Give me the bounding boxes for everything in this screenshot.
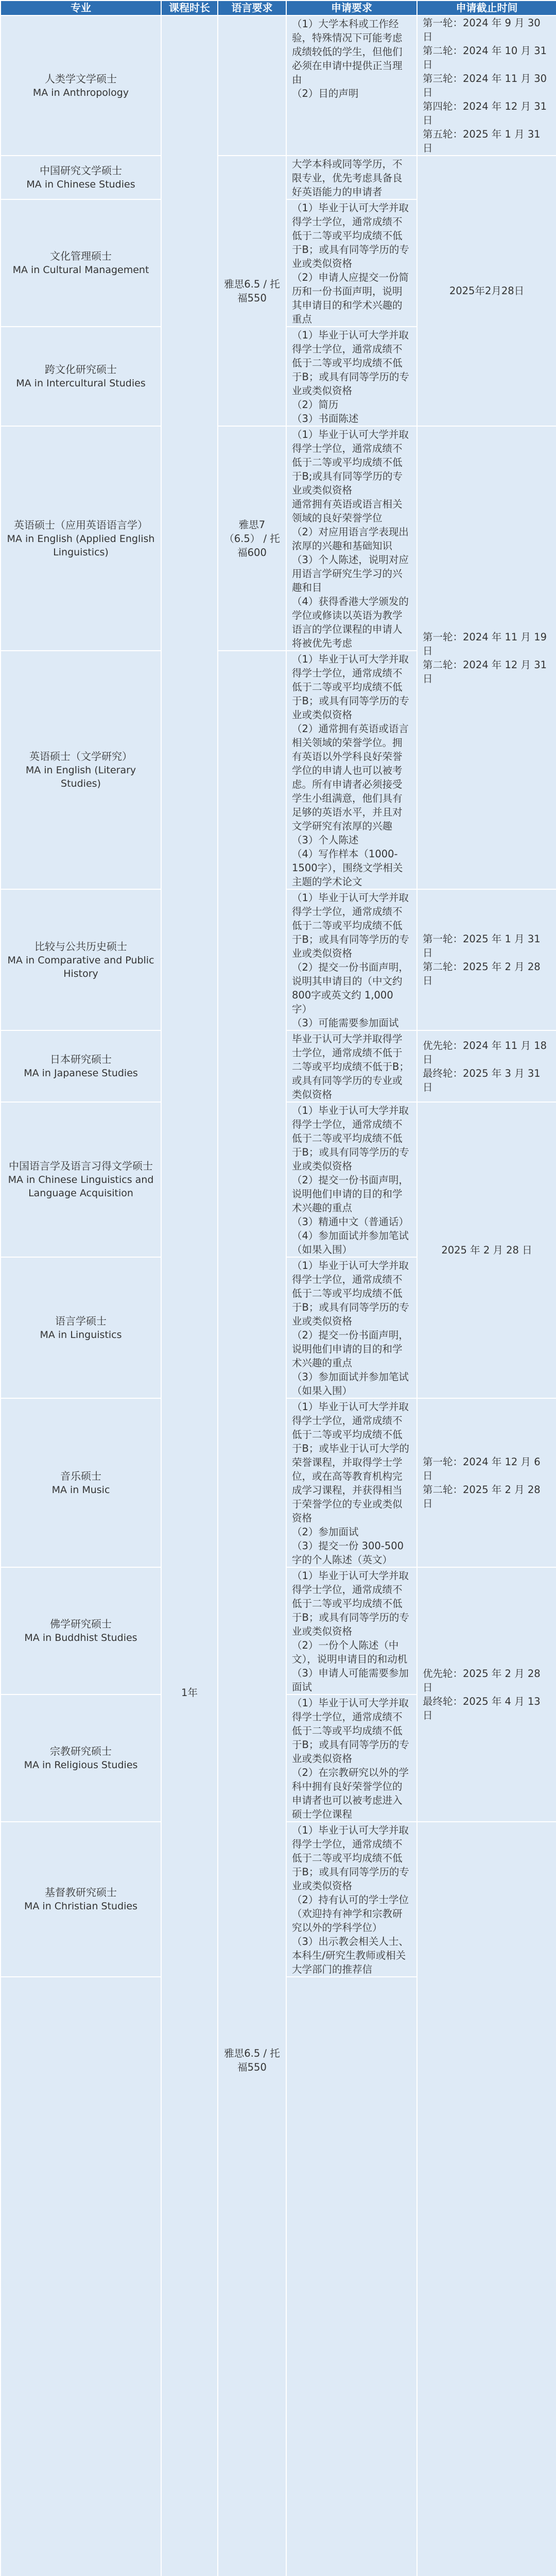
program-cell (1, 1822, 161, 1977)
requirements-cell (286, 651, 417, 889)
requirements-text: （1）毕业于认可大学并取得学士学位，通常成绩不低于二等或平均成绩不低于B;或具有同等学历的专业或类似资格 通常拥有英语或语言相关领域的良好荣誉学位 （2）对应用语言学表现出浓厚的兴趣和基础知识 （3）个人陈述，说明对应用语言学研究生学习的兴趣和目 （4）获得香港大学颁发的学位或修读以英语为教学语言的学位课程的申请人将被优先考虑 (292, 429, 409, 649)
deadline-cell (417, 15, 556, 156)
deadline-text: 第一轮：2024 年 11 月 19 日 第二轮：2024 年 12 月 31 日 (423, 631, 547, 685)
program-name-zh: 日本研究硕士 (50, 1053, 112, 1065)
deadline-cell (417, 1398, 556, 1567)
language-cell: 雅思6.5 / 托福550 (218, 651, 286, 2576)
program-name-zh: 基督教研究硕士 (45, 1886, 117, 1899)
program-name-en: MA in Comparative and Public History (7, 954, 154, 979)
requirements-cell (286, 15, 417, 156)
program-name-zh: 中国语言学及语言习得文学硕士 (9, 1160, 153, 1172)
program-name-zh: 佛学研究硕士 (50, 1618, 112, 1630)
program-cell (1, 1977, 161, 2576)
deadline-text: 第一轮：2025 年 1 月 31 日 第二轮：2025 年 2 月 28 日 (423, 933, 541, 987)
program-cell (1, 1257, 161, 1398)
duration-cell: 1年 (161, 15, 218, 2576)
program-cell (1, 426, 161, 651)
program-cell (1, 1694, 161, 1822)
deadline-cell (417, 1102, 556, 1398)
duration-cell (286, 1977, 417, 2576)
requirements-text: 毕业于认可大学并取得学士学位，通常成绩不低于二等或平均成绩不低于B；或具有同等学历的专业或类似资格 (292, 1033, 409, 1100)
requirements-cell (286, 1102, 417, 1257)
program-name-zh: 英语硕士（应用英语语言学） (14, 518, 148, 531)
language-cell: 雅思7（6.5） / 托福600 (218, 426, 286, 651)
table-row (1, 15, 556, 156)
program-cell (1, 889, 161, 1030)
requirements-cell (286, 1398, 417, 1567)
requirements-text: （1）毕业于认可大学并取得学士学位，通常成绩不低于二等或平均成绩不低于B；或具有同等学历的专业或类似资格 （2）提交一份书面声明，说明他们申请的目的和学术兴趣的重点 （3）参加面试并参加笔试（如果入围） (292, 1260, 409, 1397)
requirements-text: （1）毕业于认可大学并取得学士学位，通常成绩不低于二等或平均成绩不低于B；或毕业于认可大学的荣誉课程，并取得学士学位，或在高等教育机构完成学习课程，并获得相当于荣誉学位的专业或类似资格 （2）参加面试 （3）提交一份 300-500 字的个人陈述（英文） (292, 1401, 409, 1566)
language-cell: 雅思6.5 / 托福550 (218, 156, 286, 426)
program-name-en: MA in Christian Studies (24, 1901, 138, 1912)
requirements-cell (286, 1694, 417, 1822)
header-program: 专业 (1, 1, 161, 15)
deadline-cell (417, 156, 556, 426)
deadline-cell (417, 1030, 556, 1102)
requirements-cell (286, 1030, 417, 1102)
program-name-en: MA in Japanese Studies (24, 1067, 138, 1079)
requirements-text: （1）大学本科或工作经验，特殊情况下可能考虑成绩较低的学生，但他们必须在申请中提供正当理由 （2）目的声明 (292, 18, 403, 99)
program-cell (1, 199, 161, 327)
requirements-text: （1）毕业于认可大学并取得学士学位，通常成绩不低于二等或平均成绩不低于B；或具有同等学历的专业或类似资格 （2）一份个人陈述（中文），说明申请目的和动机 （3）申请人可能需要参加面试 (292, 1570, 409, 1693)
program-cell (1, 1567, 161, 1694)
program-cell (1, 1398, 161, 1567)
requirements-text: （1）毕业于认可大学并取得学士学位，通常成绩不低于二等或平均成绩不低于B；或具有同等学历的专业或类似资格 （2）提交一份书面声明，说明其申请目的（中文约 800字或英文约 1,000 字） （3）可能需要参加面试 (292, 892, 409, 1029)
requirements-text: （1）毕业于认可大学并取得学士学位，通常成绩不低于二等或平均成绩不低于B；或具有同等学历的专业或类似资格 （2）通常拥有英语或语言相关领域的荣誉学位。拥有英语以外学科良好荣誉学位的申请人也可以被考虑。所有申请者必须接受学生小组满意，他们具有足够的英语水平，并且对文学研究有浓厚的兴趣 （3）个人陈述 （4）写作样本（1000-1500字），围绕文学相关主题的学术论文 (292, 653, 409, 888)
program-name-zh: 人类学文学硕士 (45, 72, 117, 85)
deadline-text: 优先轮：2025 年 2 月 28 日 最终轮：2025 年 4 月 13 日 (423, 1668, 541, 1721)
header-duration: 课程时长 (161, 1, 218, 15)
header-deadline: 申请截止时间 (417, 1, 556, 15)
requirements-cell (286, 1567, 417, 1694)
deadline-text: 2025 年 2 月 28 日 (441, 1244, 532, 1256)
requirements-text: 大学本科或同等学历，不限专业，优先考虑具备良好英语能力的申请者 (292, 158, 403, 198)
requirements-text: （1）毕业于认可大学并取得学士学位，通常成绩不低于二等或平均成绩不低于B；或具有同等学历的专业或类似资格 （2）简历 （3）书面陈述 (292, 329, 409, 425)
requirements-text: （1）毕业于认可大学并取得学士学位，通常成绩不低于二等或平均成绩不低于B；或具有同等学历的专业或类似资格 （2）提交一份书面声明，说明他们申请的目的和学术兴趣的重点 （3）精通中文（普通话） （4）参加面试并参加笔试（如果入围） (292, 1105, 409, 1256)
requirements-text: （1）毕业于认可大学并取得学士学位，通常成绩不低于二等或平均成绩不低于B；或具有同等学历的专业或类似资格 （2）在宗教研究以外的学科中拥有良好荣誉学位的申请者也可以被考虑进入硕士学位课程 (292, 1697, 409, 1820)
program-name-en: MA in Linguistics (40, 1329, 122, 1341)
header-row (1, 1, 556, 15)
requirements-cell (286, 426, 417, 651)
requirements-cell (286, 156, 417, 199)
program-name-zh: 宗教研究硕士 (50, 1745, 112, 1757)
program-name-en: MA in English (Applied English Linguistics) (7, 533, 155, 558)
program-name-zh: 英语硕士（文学研究） (29, 750, 132, 762)
program-cell (1, 1030, 161, 1102)
program-name-zh: 文化管理硕士 (50, 250, 112, 262)
language-cell-empty (218, 15, 286, 156)
deadline-text: 优先轮：2024 年 11 月 18 日 最终轮：2025 年 3 月 31 日 (423, 1039, 547, 1093)
program-name-zh: 比较与公共历史硕士 (34, 940, 127, 953)
program-cell (1, 15, 161, 156)
deadline-cell (417, 889, 556, 1030)
table-row (1, 156, 556, 199)
requirements-cell (286, 327, 417, 426)
header-language: 语言要求 (218, 1, 286, 15)
program-name-en: MA in Buddhist Studies (24, 1632, 137, 1643)
header-requirements: 申请要求 (286, 1, 417, 15)
deadline-text: 2025年2月28日 (449, 285, 525, 297)
program-name-en: MA in English (Literary Studies) (25, 765, 136, 789)
program-name-zh: 音乐硕士 (60, 1469, 101, 1482)
program-name-en: MA in Cultural Management (12, 264, 149, 276)
requirements-cell (286, 889, 417, 1030)
program-name-en: MA in Chinese Studies (26, 179, 135, 190)
program-name-en: MA in Chinese Linguistics and Language Acquisition (8, 1174, 154, 1199)
program-name-zh: 中国研究文学硕士 (40, 164, 122, 177)
program-cell (1, 327, 161, 426)
requirements-cell (286, 1257, 417, 1398)
deadline-cell (417, 426, 556, 889)
requirements-text: （1）毕业于认可大学并取得学士学位，通常成绩不低于二等或平均成绩不低于B；或具有同等学历的专业或类似资格 （2）申请人应提交一份简历和一份书面声明，说明其申请目的和学术兴趣的重点 (292, 202, 409, 325)
program-name-en: MA in Anthropology (32, 87, 129, 98)
requirements-text: （1）毕业于认可大学并取得学士学位，通常成绩不低于二等或平均成绩不低于B；或具有同等学历的专业或类似资格 （2）持有认可的学士学位（欢迎持有神学和宗教研究以外的学科学位） （3）出示教会相关人士、本科生/研究生教师或相关大学部门的推荐信 (292, 1824, 409, 1975)
table-row (1, 426, 556, 651)
program-name-en: MA in Music (51, 1484, 110, 1496)
program-cell (1, 156, 161, 199)
deadline-text: 第一轮：2024 年 9 月 30 日 第二轮：2024 年 10 月 31 日 第三轮：2024 年 11 月 30 日 第四轮：2024 年 12 月 31 日 第五轮：2025 年 1 月 31 日 (423, 17, 547, 154)
deadline-cell (417, 1567, 556, 1822)
program-name-en: MA in Intercultural Studies (16, 378, 146, 389)
deadline-text: 第一轮：2024 年 12 月 6 日 第二轮：2025 年 2 月 28 日 (423, 1456, 541, 1510)
requirements-cell (286, 199, 417, 327)
program-cell (1, 1102, 161, 1257)
program-cell (1, 651, 161, 889)
requirements-cell (286, 1822, 417, 1977)
deadline-cell (417, 1822, 556, 2576)
program-name-en: MA in Religious Studies (24, 1759, 138, 1771)
program-name-zh: 跨文化研究硕士 (45, 363, 117, 376)
program-name-zh: 语言学硕士 (55, 1314, 107, 1327)
